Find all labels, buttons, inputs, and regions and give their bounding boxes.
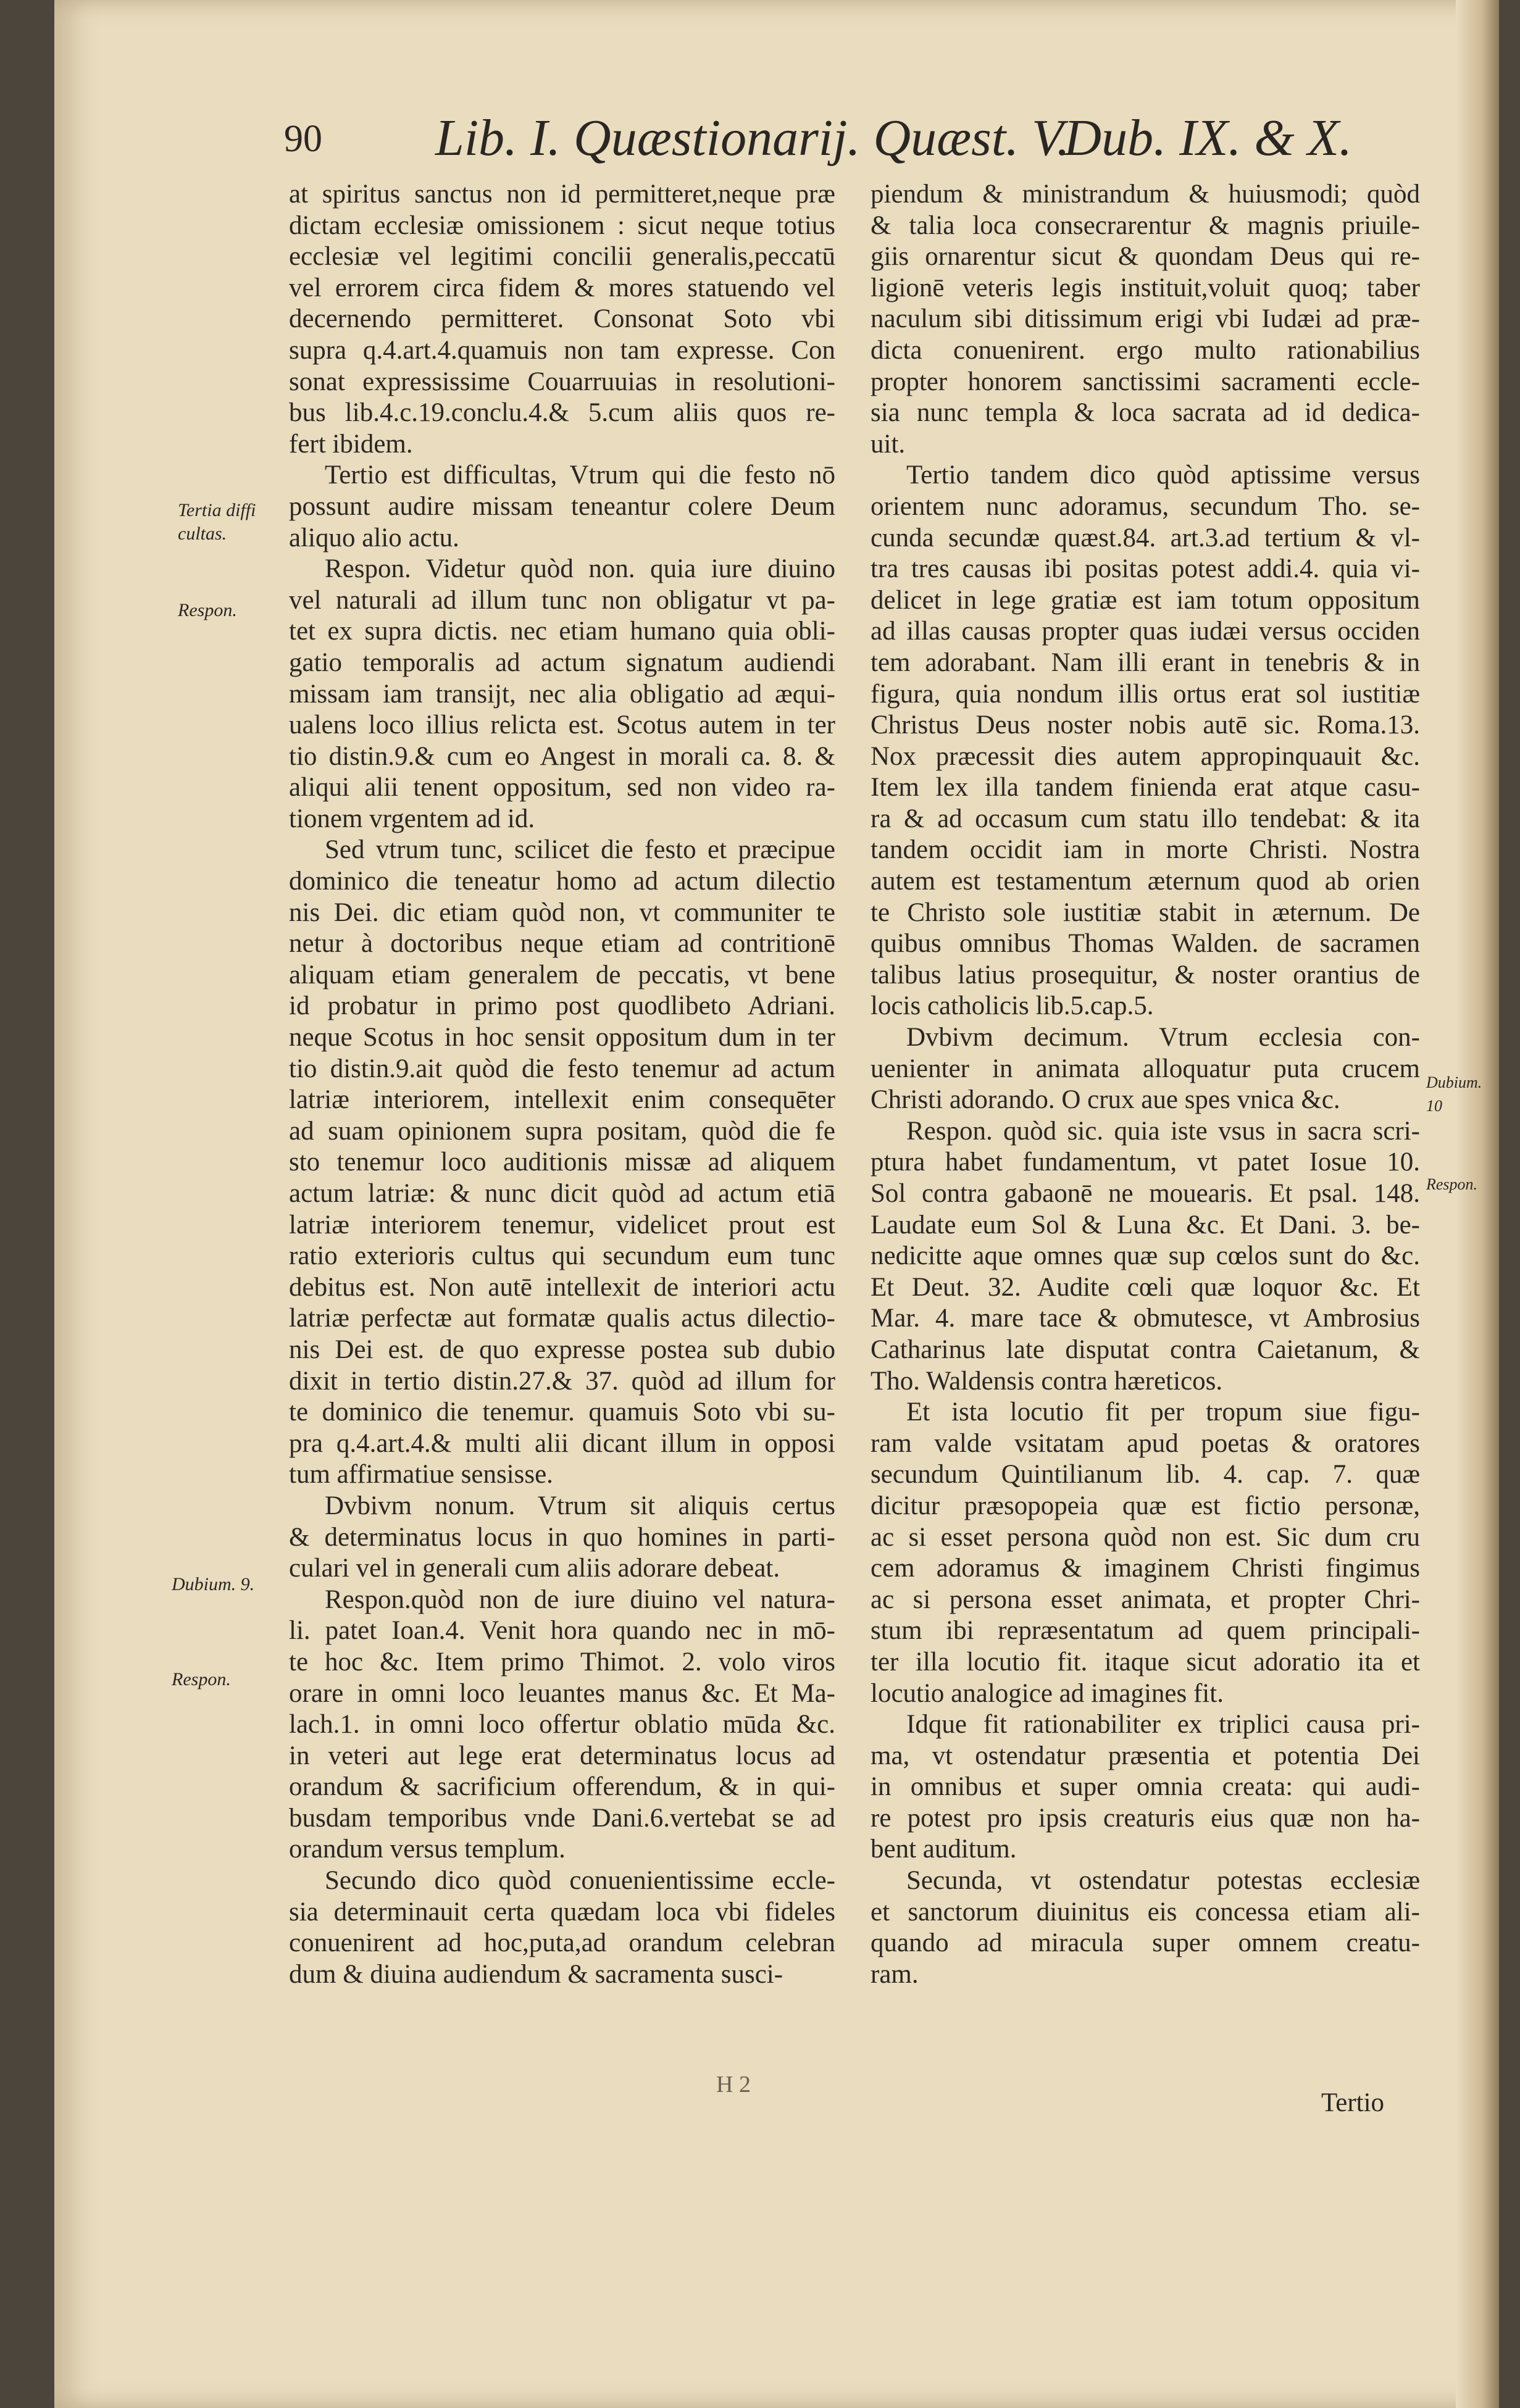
text-line: Secunda, vt ostendatur potestas ecclesiæ [906,1866,1420,1896]
text-line: Dvbivm decimum. Vtrum ecclesia con- [906,1023,1420,1052]
text-line: Laudate eum Sol & Luna &c. Et Dani. 3. be- [871,1210,1420,1239]
text-line: missam iam transijt, nec alia obligatio ad æqui- [289,679,835,709]
text-line: in veteri aut lege erat determinatus locus ad [289,1741,835,1770]
text-line: bent auditum. [871,1835,1017,1864]
text-line: sia determinauit certa quædam loca vbi fideles [289,1897,835,1927]
text-line: sonat expressissime Couarruuias in resolutioni- [289,367,835,396]
text-line: ligionē veteris legis instituit,voluit quoq; taber [871,273,1420,302]
text-line: Respon. Videtur quòd non. quia iure diuino [325,554,835,584]
text-line: id probatur in primo post quodlibeto Adriani. [289,991,835,1021]
text-line: quando ad miracula super omnem creatu- [871,1928,1420,1958]
text-line: et sanctorum diuinitus eis concessa etiam ali- [871,1897,1420,1927]
page-edge [1456,0,1499,2408]
left-column [289,179,835,1990]
text-line: Christus Deus noster nobis autē sic. Roma.13. [871,710,1420,740]
running-dubium: Dub. IX. & X. [1064,109,1352,167]
text-line: locutio analogice ad imagines fit. [871,1678,1224,1708]
text-line: figura, quia nondum illis ortus erat sol iustitiæ [871,679,1420,709]
text-line: neque Scotus in hoc sensit oppositum dum in ter [289,1023,835,1052]
text-line: ptura habet fundamentum, vt patet Iosue 10. [871,1148,1420,1177]
text-line: cunda secundæ quæst.84. art.3.ad tertium & vl- [871,523,1420,552]
text-line: at spiritus sanctus non id permitteret,neque præ [289,180,835,209]
text-line: piendum & ministrandum & huiusmodi; quòd [871,180,1420,209]
text-line: dominico die teneatur homo ad actum dilectio [289,867,835,896]
text-line: sto tenemur loco auditionis missæ ad aliquem [289,1148,835,1177]
text-line: gatio temporalis ad actum signatum audiendi [289,648,835,677]
text-line: tandem occidit iam in morte Christi. Nostra [871,835,1420,865]
margin-note-respon: Respon. [178,600,237,620]
text-line: Christi adorando. O crux aue spes vnica &c. [871,1085,1340,1115]
text-line: supra q.4.art.4.quamuis non tam expresse. Con [289,335,835,365]
text-line: dicitur præsopopeia quæ est fictio personæ, [871,1491,1420,1520]
margin-note-respon-2: Respon. [172,1669,231,1689]
text-line: latriæ perfectæ aut formatæ qualis actus dilectio- [289,1304,835,1333]
text-line: te hoc &c. Item primo Thimot. 2. volo viros [289,1647,835,1677]
text-line: sia nunc templa & loca sacrata ad id dedica- [871,398,1420,428]
text-line: pra q.4.art.4.& multi alii dicant illum in opposi [289,1428,835,1458]
text-line: ratio exterioris cultus qui secundum eum tunc [289,1241,835,1271]
text-line: orientem nunc adoramus, secundum Tho. se- [871,491,1420,521]
text-line: decernendo permitteret. Consonat Soto vbi [289,304,835,334]
text-line: in omnibus et super omnia creata: qui audi- [871,1772,1420,1802]
text-line: te Christo sole iustitiæ stabit in æternum. De [871,898,1420,927]
text-line: locis catholicis lib.5.cap.5. [871,991,1154,1021]
text-line: nedicitte aque omnes quæ sup cœlos sunt do &c. [871,1241,1420,1271]
text-line: ter illa locutio fit. itaque sicut adoratio ita et [871,1647,1420,1677]
text-line: nis Dei. dic etiam quòd non, vt communiter te [289,898,835,927]
text-line: stum ibi repræsentatum ad quem principali- [871,1616,1420,1646]
text-line: & determinatus locus in quo homines in parti- [289,1522,835,1552]
text-line: dicta conuenirent. ergo multo rationabilius [871,335,1420,365]
text-line: dixit in tertio distin.27.& 37. quòd ad illum for [289,1366,835,1396]
text-line: debitus est. Non autē intellexit de interiori actu [289,1272,835,1302]
text-line: Nox præcessit dies autem appropinquauit &c. [871,741,1420,771]
text-line: ra & ad occasum cum statu illo tendebat: & ita [871,804,1420,833]
text-line: Sed vtrum tunc, scilicet die festo et præcipue [325,835,835,865]
text-line: Sol contra gabaonē ne mouearis. Et psal. 148. [871,1179,1420,1208]
text-line: te dominico die tenemur. quamuis Soto vbi su- [289,1398,835,1427]
text-line: Item lex illa tandem finienda erat atque casu- [871,773,1420,802]
text-line: & talia loca consecrarentur & magnis priuile- [871,210,1420,240]
right-column [871,179,1420,1990]
text-line: dum & diuina audiendum & sacramenta susci- [289,1959,783,1989]
text-line: quibus omnibus Thomas Walden. de sacramen [871,929,1420,959]
text-line: secundum Quintilianum lib. 4. cap. 7. quæ [871,1460,1420,1489]
text-line: lach.1. in omni loco offertur oblatio mūda &c. [289,1710,835,1739]
text-line: aliqui alii tenent oppositum, sed non video ra- [289,773,835,802]
text-line: bus lib.4.c.19.conclu.4.& 5.cum aliis quos re- [289,398,835,428]
text-line: tio distin.9.& cum eo Angest in morali ca. 8. & [289,741,835,771]
text-line: giis ornarentur sicut & quondam Deus qui re- [871,242,1420,272]
text-line: Respon.quòd non de iure diuino vel natura- [325,1585,835,1614]
text-line: ma, vt ostendatur præsentia et potentia Dei [871,1741,1420,1770]
text-line: autem est testamentum æternum quod ab orien [871,867,1420,896]
text-line: naculum sibi ditissimum erigi vbi Iudæi ad præ- [871,304,1420,334]
text-line: ad illas causas propter quas iudæi versus occiden [871,617,1420,646]
running-title: Lib. I. Quæstionarij. Quæst. V. [435,109,1070,167]
running-header [284,108,1352,182]
margin-note-dubium-10: Dubium. 10 [1426,1073,1482,1115]
text-line: Dvbivm nonum. Vtrum sit aliquis certus [325,1491,835,1520]
text-line: tem adorabant. Nam illi erant in tenebris & in [871,648,1420,677]
text-line: Catharinus late disputat contra Caietanum, & [871,1335,1420,1364]
text-line: Tertio est difficultas, Vtrum qui die festo nō [325,460,835,490]
text-line: Et Deut. 32. Audite cœli quæ loquor &c. Et [871,1272,1420,1302]
text-line: fert ibidem. [289,429,413,459]
text-line: orandum & sacrificium offerendum, & in qui- [289,1772,835,1802]
margin-note-respon-3: Respon. [1426,1175,1478,1193]
text-line: culari vel in generali cum aliis adorare debeat. [289,1554,780,1583]
signature-mark: H 2 [716,2072,751,2098]
text-line: netur à doctoribus neque etiam ad contritionē [289,929,835,959]
text-line: re potest pro ipsis creaturis eius quæ non ha- [871,1803,1420,1833]
text-line: Respon. quòd sic. quia iste vsus in sacra scri- [906,1116,1420,1146]
text-line: ad suam opinionem supra positam, quòd die fe [289,1116,835,1146]
text-line: tra tres causas ibi positas potest addi.4. quia vi- [871,554,1420,584]
text-line: Tertio tandem dico quòd aptissime versus [906,460,1420,490]
text-line: ram valde vsitatam apud poetas & oratores [871,1428,1420,1458]
text-line: aliquam etiam generalem de peccatis, vt bene [289,960,835,989]
text-line: conuenirent ad hoc,puta,ad orandum celebran [289,1928,835,1958]
text-line: Idque fit rationabiliter ex triplici causa pri- [906,1710,1420,1739]
margin-note-tertia: Tertia diffi cultas. [178,500,256,544]
text-line: tionem vrgentem ad id. [289,804,535,833]
text-line: vel naturali ad illum tunc non obligatur vt pa- [289,585,835,615]
text-line: ecclesiæ vel legitimi concilii generalis,peccatū [289,242,835,272]
page-number: 90 [284,118,322,160]
margin-note-dubium-9: Dubium. 9. [172,1574,255,1594]
text-line: ram. [871,1959,919,1989]
text-line: propter honorem sanctissimi sacramenti eccle- [871,367,1420,396]
text-line: delicet in lege gratiæ est iam totum oppositum [871,585,1420,615]
text-line: orare in omni loco leuantes manus &c. Et Ma- [289,1678,835,1708]
text-line: tio distin.9.ait quòd die festo tenemur ad actum [289,1054,835,1083]
text-line: aliquo alio actu. [289,523,459,552]
text-line: tum affirmatiue sensisse. [289,1460,553,1489]
catchword: Tertio [1321,2088,1385,2117]
text-line: vel errorem circa fidem & mores statuendo vel [289,273,835,302]
text-line: busdam temporibus vnde Dani.6.vertebat se ad [289,1803,835,1833]
text-line: cem adoramus & imaginem Christi fingimus [871,1554,1420,1583]
text-line: Et ista locutio fit per tropum siue figu- [906,1398,1420,1427]
text-line: uenienter in animata alloquatur puta crucem [871,1054,1420,1083]
text-line: talibus latius prosequitur, & noster orantius de [871,960,1420,989]
text-line: latriæ interiorem, intellexit enim consequēter [289,1085,835,1115]
text-line: tet ex supra dictis. nec etiam humano quia obli- [289,617,835,646]
text-line: actum latriæ: & nunc dicit quòd ad actum etiā [289,1179,835,1208]
text-line: Secundo dico quòd conuenientissime eccle- [325,1866,835,1896]
text-line: li. patet Ioan.4. Venit hora quando nec in mō- [289,1616,835,1646]
text-line: uit. [871,429,906,459]
text-line: dictam ecclesiæ omissionem : sicut neque totius [289,210,835,240]
text-line: ac si esset persona quòd non est. Sic dum cru [871,1522,1420,1552]
text-line: latriæ interiorem tenemur, videlicet prout est [289,1210,835,1239]
text-line: nis Dei est. de quo expresse postea sub dubio [289,1335,835,1364]
text-line: orandum versus templum. [289,1835,566,1864]
text-line: possunt audire missam teneantur colere Deum [289,491,835,521]
text-line: Mar. 4. mare tace & obmutesce, vt Ambrosius [871,1304,1420,1333]
text-line: ac si persona esset animata, et propter Chri- [871,1585,1420,1614]
text-line: ualens loco illius relicta est. Scotus autem in ter [289,710,835,740]
text-line: Tho. Waldensis contra hæreticos. [871,1366,1223,1396]
